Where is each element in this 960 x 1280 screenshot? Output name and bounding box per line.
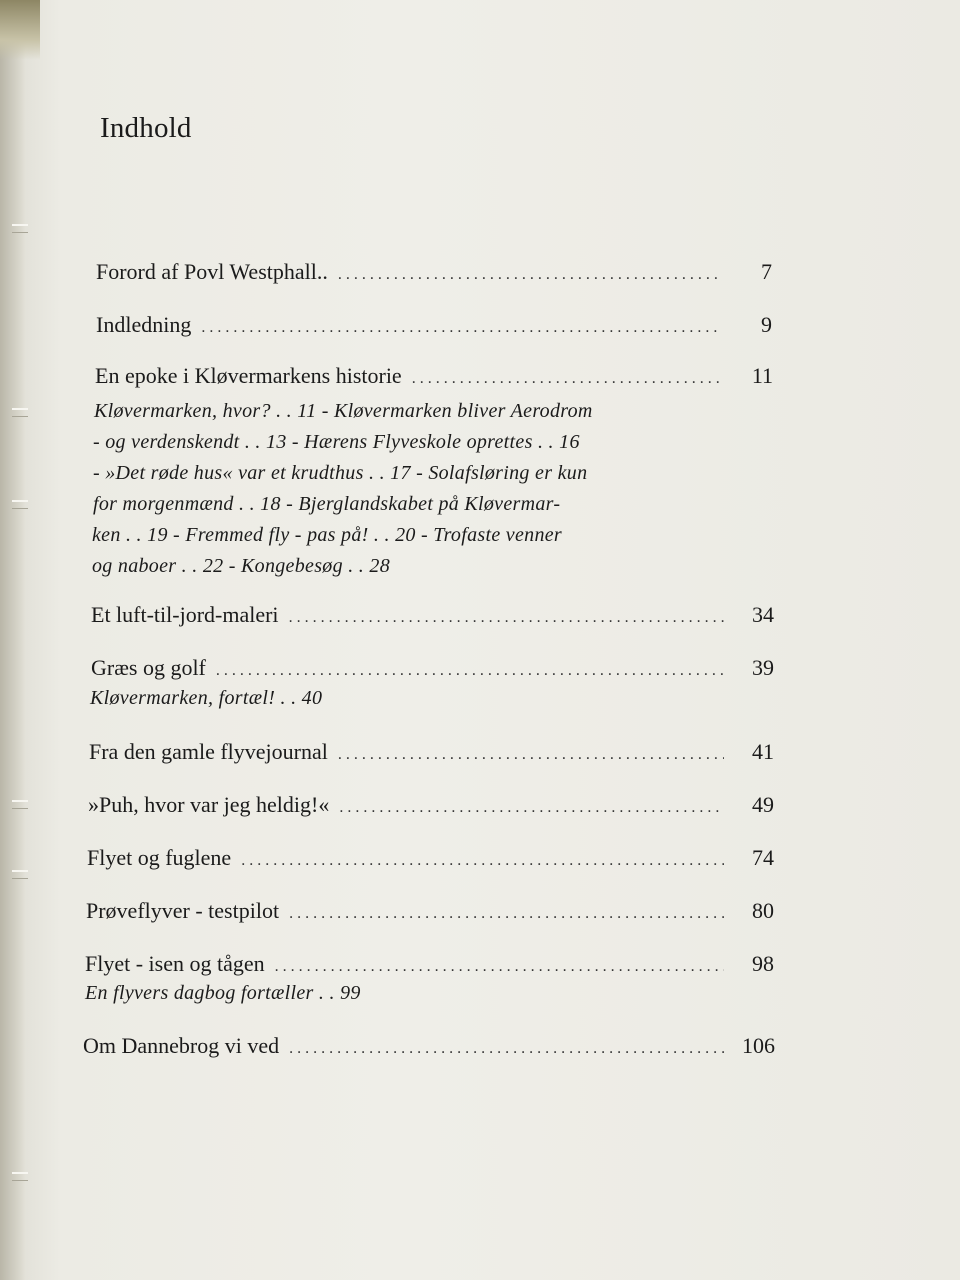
toc-entry-page: 9 [761, 312, 772, 337]
toc-entry-page: 49 [752, 792, 774, 817]
toc-entry [87, 844, 774, 875]
toc-subentry-line: - og verdenskendt . . 13 - Hærens Flyveskole oprettes . . 16 [93, 431, 580, 453]
toc-entry-page: 11 [751, 363, 773, 388]
dot-leader [289, 604, 724, 632]
toc-entry-page: 41 [752, 739, 774, 764]
toc-entry-page: 39 [752, 655, 774, 680]
dot-leader [338, 261, 722, 289]
toc-entry-page: 7 [761, 259, 772, 284]
toc-entry [89, 738, 774, 769]
toc-subentry-line: - »Det røde hus« var et krudthus . . 17 - Solafsløring er kun [93, 462, 588, 484]
toc-entry-title: En epoke i Kløvermarkens historie [95, 363, 402, 388]
dot-leader [289, 1035, 725, 1063]
toc-entry-page: 34 [752, 602, 774, 627]
toc-entry-title: »Puh, hvor var jeg heldig!« [88, 792, 330, 817]
dot-leader [241, 847, 724, 875]
dot-leader [338, 741, 724, 769]
toc-entry-title: Prøveflyver - testpilot [86, 898, 280, 923]
dot-leader [275, 953, 724, 981]
toc-entry-title: Indledning [96, 312, 192, 337]
toc-entry [83, 1032, 775, 1063]
toc-entry-title: Flyet - isen og tågen [85, 951, 265, 976]
toc-subentry-line: Kløvermarken, hvor? . . 11 - Kløvermarken bliver Aerodrom [94, 400, 593, 422]
dot-leader [289, 900, 724, 928]
dot-leader [216, 657, 724, 685]
toc-subentry-line: En flyvers dagbog fortæller . . 99 [85, 982, 361, 1004]
toc-entry-page: 80 [752, 898, 774, 923]
dot-leader [412, 365, 723, 393]
toc-entry [96, 258, 772, 289]
dot-leader [339, 794, 724, 822]
toc-entry-page: 106 [742, 1033, 775, 1058]
toc-subentry-line: Kløvermarken, fortæl! . . 40 [90, 687, 323, 709]
toc-entry [85, 950, 774, 981]
toc-subentry-line: ken . . 19 - Fremmed fly - pas på! . . 20 - Trofaste venner [92, 524, 563, 546]
toc-entry-title: Græs og golf [91, 655, 206, 680]
toc-subentry-line: for morgenmænd . . 18 - Bjerglandskabet på Kløvermar- [93, 493, 561, 515]
toc-entry-page: 74 [752, 845, 774, 870]
toc-entry-page: 98 [752, 951, 774, 976]
toc-entry-title: Om Dannebrog vi ved [83, 1033, 280, 1058]
dot-leader [201, 314, 722, 342]
toc-entry-title: Forord af Povl Westphall.. [96, 259, 328, 284]
toc-entry-title: Flyet og fuglene [87, 845, 232, 870]
page-title: Indhold [100, 112, 192, 144]
toc-entry [91, 654, 774, 685]
toc-entry [96, 311, 772, 342]
toc-entry-title: Et luft-til-jord-maleri [91, 602, 279, 627]
toc-subentry-line: og naboer . . 22 - Kongebesøg . . 28 [92, 555, 390, 577]
toc-entry-title: Fra den gamle flyvejournal [89, 739, 328, 764]
toc-entry [95, 362, 773, 393]
toc-entry [86, 897, 774, 928]
toc-entry [88, 791, 774, 822]
toc-entry [91, 601, 774, 632]
